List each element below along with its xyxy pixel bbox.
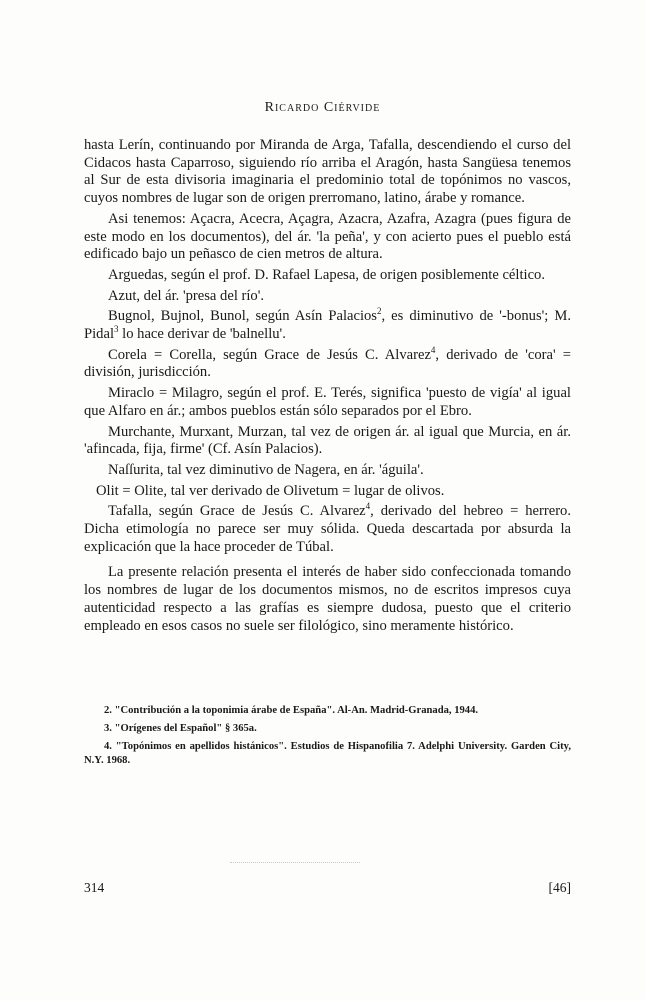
paragraph-7: Miraclo = Milagro, según el prof. E. Terés, significa 'puesto de vigía' al igual que Alfaro en ár.; ambos pueblos están sólo separados por el Ebro. — [84, 385, 571, 419]
paragraph-6 — [84, 344, 571, 382]
paragraph-3: Arguedas, según el prof. D. Rafael Lapesa, de origen posiblemente céltico. — [108, 266, 545, 283]
paragraph-5 — [84, 308, 571, 343]
paragraph-5-part-c: lo hace derivar de 'balnellu'. — [118, 326, 286, 343]
page-number: 314 — [84, 880, 105, 895]
paragraph-11 — [84, 503, 571, 556]
scan-speckle — [230, 862, 360, 865]
footnotes — [84, 704, 571, 772]
paragraph-6-part-b: , derivado de 'cora' = división, jurisdicción. — [84, 346, 571, 381]
running-head: Ricardo Ciérvide — [264, 100, 381, 115]
paragraph-10: Olit = Olite, tal ver derivado de Olivetum = lugar de olivos. — [96, 482, 445, 499]
footnote-4: 4. "Topónimos en apellidos histánicos". Estudios de Hispanofilia 7. Adelphi University. Garden City, N.Y. 1968. — [84, 741, 571, 766]
paragraph-5-part-b: , es diminutivo de '-bonus'; M. Pidal — [84, 308, 571, 343]
footnote-ref-3: 3 — [114, 324, 119, 335]
footnote-ref-2: 2 — [376, 306, 382, 317]
bracket-page-number: [46] — [548, 880, 571, 895]
paragraph-8: Murchante, Murxant, Murzan, tal vez de origen ár. al igual que Murcia, en ár. 'afincada, fija, firme' (Cf. Asín Palacios). — [84, 423, 571, 458]
paragraph-2: Asi tenemos: Açacra, Acecra, Açagra, Azacra, Azafra, Azagra (pues figura de este modo en los documentos), del ár. 'la peña', y con acierto pues el pueblo está edificado bajo un peñasco de cien metros de altura. — [84, 210, 571, 263]
body-text — [84, 137, 571, 635]
paragraph-9: Naſſurita, tal vez diminutivo de Nagera, en ár. 'águila'. — [108, 461, 424, 478]
paragraph-11-part-a: Tafalla, según Grace de Jesús C. Alvarez — [108, 503, 366, 520]
footnote-ref-4b: 4 — [365, 501, 371, 512]
footnote-3: 3. "Orígenes del Español" § 365a. — [104, 723, 257, 734]
paragraph-6-part-a: Corela = Corella, según Grace de Jesús C. Alvarez — [108, 346, 431, 363]
paragraph-4: Azut, del ár. 'presa del río'. — [108, 287, 265, 304]
paragraph-12: La presente relación presenta el interés de haber sido confeccionada tomando los nombres de lugar de los documentos mismos, no de escritos impresos cuya autenticidad respecto a las grafías es siempre dudosa, puesto que el criterio empleado en esos casos no suele ser filológico, sino meramente histórico. — [84, 564, 571, 634]
paragraph-11-part-b: , derivado del hebreo = herrero. Dicha etimología no parece ser muy sólida. Queda descartada por absurda la explicación que la hace proceder de Túbal. — [84, 503, 571, 555]
footnote-ref-4: 4 — [430, 344, 436, 355]
footnote-2: 2. "Contribución a la toponimia árabe de España". Al-An. Madrid-Granada, 1944. — [104, 705, 479, 716]
paragraph-5-part-a: Bugnol, Bujnol, Bunol, según Asín Palacios — [108, 308, 377, 325]
paragraph-1: hasta Lerín, continuando por Miranda de Arga, Tafalla, descendiendo el curso del Cidacos hasta Caparroso, siguiendo río arriba el Aragón, hasta Sangüesa tenemos al Sur de esta divisoria imaginaria el predominio total de topónimos no vascos, cuyos nombres de lugar son de origen prerromano, latino, árabe y romance. — [84, 137, 571, 207]
